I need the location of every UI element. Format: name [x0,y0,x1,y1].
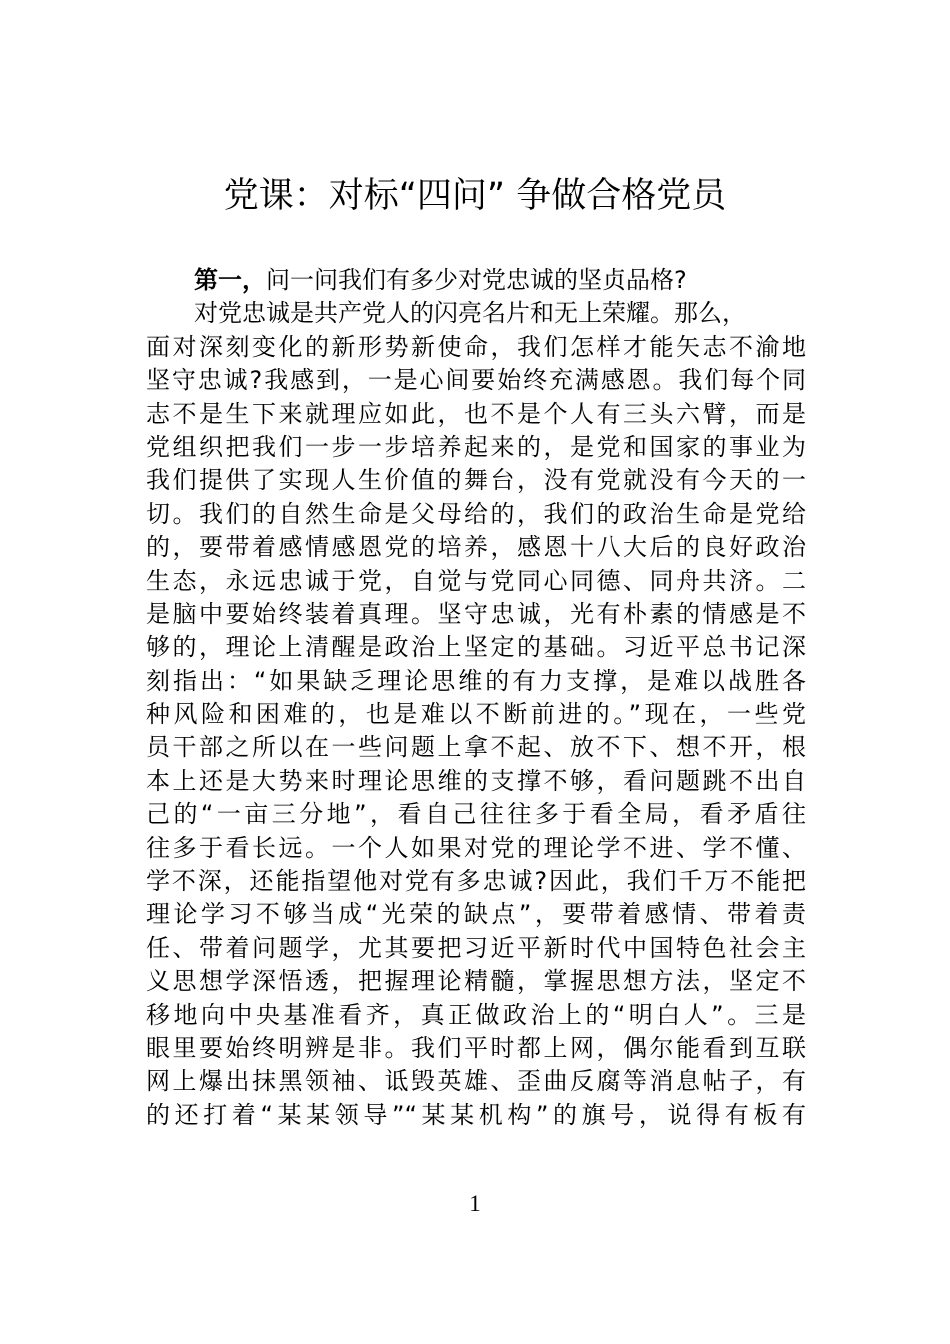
paragraph-line: 的，要带着感情感恩党的培养，感恩十八大后的良好政治 [146,533,806,562]
paragraph-line: 己的“一亩三分地”，看自己往往多于看全局，看矛盾往 [146,800,806,829]
paragraph-line: 志不是生下来就理应如此，也不是个人有三头六臂，而是 [146,399,806,428]
paragraph-line: 切。我们的自然生命是父母给的，我们的政治生命是党给 [146,499,806,528]
paragraph-line: 生态，永远忠诚于党，自觉与党同心同德、同舟共济。二 [146,566,806,595]
paragraph-line: 够的，理论上清醒是政治上坚定的基础。习近平总书记深 [146,633,806,662]
paragraph-line: 任、带着问题学，尤其要把习近平新时代中国特色社会主 [146,933,806,962]
paragraph-line: 对党忠诚是共产党人的闪亮名片和无上荣耀。那么， [194,299,746,328]
paragraph-line: 种风险和困难的，也是难以不断前进的。”现在，一些党 [146,700,806,729]
paragraph-line: 理论学习不够当成“光荣的缺点”，要带着感情、带着责 [146,900,806,929]
paragraph-line: 学不深，还能指望他对党有多忠诚?因此，我们千万不能把 [146,867,806,896]
paragraph-line: 是脑中要始终装着真理。坚守忠诚，光有朴素的情感是不 [146,599,806,628]
document-title: 党课：对标“四问” 争做合格党员 [223,176,727,216]
section-heading [146,264,806,297]
paragraph-line: 往多于看长远。一个人如果对党的理论学不进、学不懂、 [146,833,806,862]
paragraph-line: 移地向中央基准看齐，真正做政治上的“明白人”。三是 [146,1000,806,1029]
page-number: 1 [469,1191,481,1216]
paragraph-line: 义思想学深悟透，把握理论精髓，掌握思想方法，坚定不 [146,967,806,996]
paragraph-line: 眼里要始终明辨是非。我们平时都上网，偶尔能看到互联 [146,1033,806,1062]
paragraph-line: 本上还是大势来时理论思维的支撑不够，看问题跳不出自 [146,766,806,795]
paragraph-line: 的还打着“某某领导”“某某机构”的旗号，说得有板有 [146,1100,806,1129]
section-heading-text: 问一问我们有多少对党忠诚的坚贞品格? [266,266,687,294]
paragraph-line: 刻指出：“如果缺乏理论思维的有力支撑，是难以战胜各 [146,666,806,695]
paragraph-line: 面对深刻变化的新形势新使命，我们怎样才能矢志不渝地 [146,332,806,361]
paragraph-line: 党组织把我们一步一步培养起来的，是党和国家的事业为 [146,432,806,461]
paragraph-line: 我们提供了实现人生价值的舞台，没有党就没有今天的一 [146,466,806,495]
section-heading-lead: 第一， [194,266,266,294]
document-body [146,264,806,1132]
paragraph-line: 网上爆出抹黑领袖、诋毁英雄、歪曲反腐等消息帖子，有 [146,1067,806,1096]
paragraph-line: 坚守忠诚?我感到，一是心间要始终充满感恩。我们每个同 [146,366,806,395]
paragraph-line: 员干部之所以在一些问题上拿不起、放不下、想不开，根 [146,733,806,762]
